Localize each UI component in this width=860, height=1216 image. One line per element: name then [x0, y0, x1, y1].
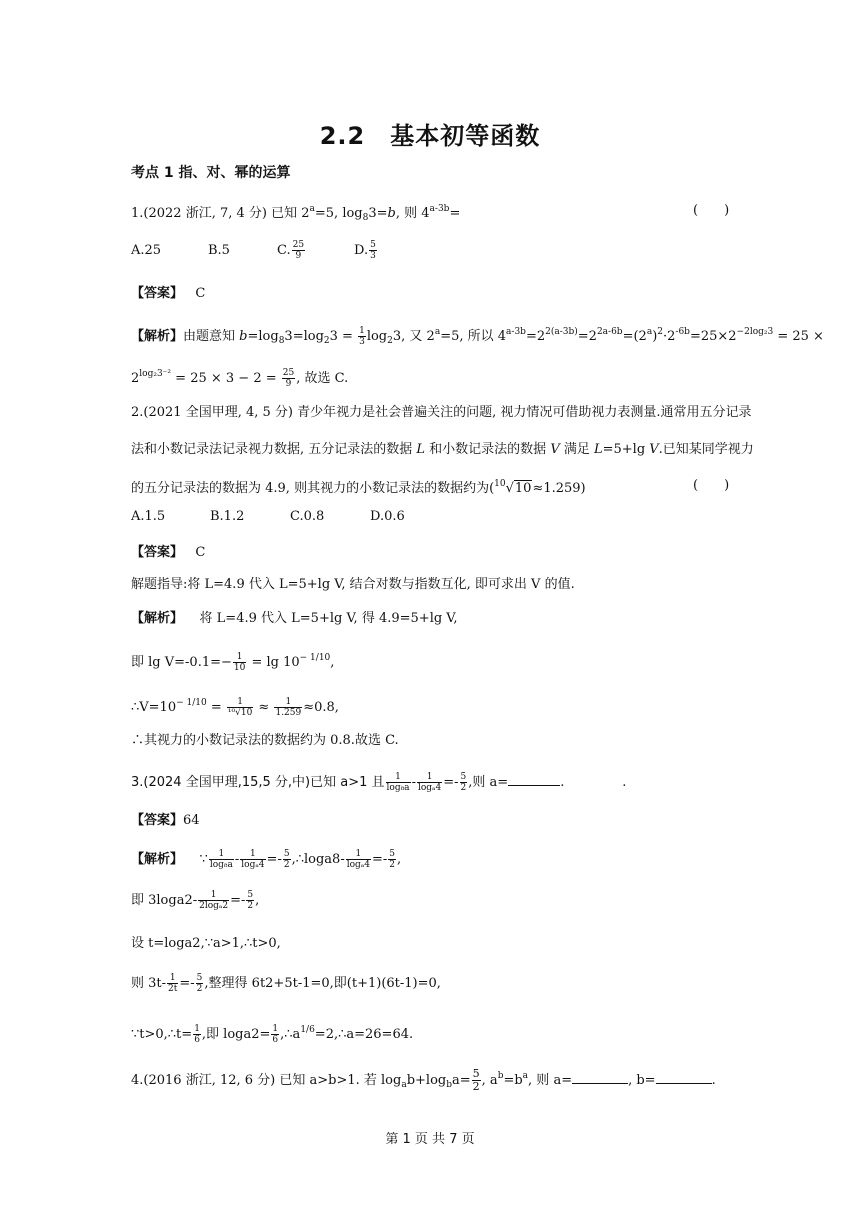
option-b: B.1.2 — [210, 509, 245, 524]
question-1-analysis-line-1: 【解析】由题意知 $b=\log_83=\log_23$ = $\frac{1}{3}$ $\log_23$, 又 $2^a=5$, 所以 $4^{a-3b}=2^{2(a-3b)}=2^{2a-6b}=(2^a)^2\cdot 2^{-6b}=25\times 2^{-2log_23} = 25$ × — [131, 326, 824, 347]
question-3-stem: 3.(2024 全国甲理,15,5 分,中)已知 a>1 且 $\frac{1}{\text{log₈a}}$ - $\frac{1}{\text{logₐ4}}$ =- $\frac{5}{2}$ ,则 a= . . — [131, 772, 627, 793]
answer-blank[interactable] — [508, 773, 560, 786]
question-1-analysis-line-2: $2^{log_23^{-2}} = 25 \times 3 - 2$ = $\frac{25}{9}$ , 故选 C. — [131, 368, 349, 389]
option-b: B.5 — [208, 243, 230, 258]
question-4-stem: 4.(2016 浙江, 12, 6 分) 已知 a>b>1. 若 $\log_ab+\log_ba=$ $\frac{5}{2}$ , $a^b=b^a$, 则 a= , b= . — [131, 1067, 716, 1093]
page-title: 2.2 基本初等函数 — [319, 122, 541, 150]
option-d: D. $\frac{5}{3}$ — [354, 240, 376, 261]
question-2-hint: 解题指导:将 L=4.9 代入 L=5+lg V, 结合对数与指数互化, 即可求出 V 的值. — [131, 577, 575, 592]
option-a: A.25 — [131, 243, 162, 258]
question-2-analysis-line-3: $\therefore V=10^{- 1/10}$ = $\frac{1}{\text{¹⁰√10}}$ ≈ $\frac{1}{1.259}$ ≈0.8, — [131, 697, 339, 718]
question-3-analysis-line-2: 即 3loga2- $\frac{1}{\text{2logₐ2}}$ =- $\frac{5}{2}$ , — [131, 890, 260, 911]
question-3-analysis-line-5: ∵t>0,∴t= $\frac{1}{6}$ ,即 loga2= $\frac{1}{6}$ $,\therefore a^{1/6}=2,\therefore a=26=64$. — [131, 1024, 414, 1045]
question-2-analysis-line-4: ∴其视力的小数记录法的数据约为 0.8.故选 C. — [131, 733, 399, 748]
question-2-stem-line-1: 2.(2021 全国甲理, 4, 5 分) 青少年视力是社会普遍关注的问题, 视力情况可借助视力表测量.通常用五分记录 — [131, 405, 752, 420]
answer-blank-b[interactable] — [656, 1071, 712, 1084]
question-2-answer: 【答案】 C — [131, 545, 206, 560]
question-3-analysis-line-1: 【解析】 ∵ $\frac{1}{\text{log₈a}}$ - $\frac{1}{\text{logₐ4}}$ =- $\frac{5}{2}$ ,∴loga8- $\frac{1}{\text{logₐ4}}$ =- $\frac{5}{2}$ , — [131, 849, 402, 870]
question-3-analysis-line-3: 设 t=loga2,∵a>1,∴t>0, — [131, 936, 281, 951]
question-3-answer: 【答案】64 — [131, 813, 200, 828]
question-2-stem-line-3: 的五分记录法的数据为 4.9, 则其视力的小数记录法的数据约为($^{10}$√10≈1.259) — [131, 479, 586, 496]
page-footer: 第 1 页 共 7 页 — [385, 1132, 475, 1147]
answer-blank-a[interactable] — [572, 1071, 628, 1084]
question-2-analysis-line-1: 【解析】 将 L=4.9 代入 L=5+lg V, 得 4.9=5+lg V, — [131, 611, 458, 626]
question-2-stem-line-2: 法和小数记录法记录视力数据, 五分记录法的数据 L 和小数记录法的数据 V 满足 L=5+lg V.已知某同学视力 — [131, 442, 754, 457]
option-c: C.0.8 — [290, 509, 325, 524]
option-d: D.0.6 — [370, 509, 405, 524]
section-heading: 考点 1 指、对、幂的运算 — [131, 165, 291, 181]
question-1-stem: 1.(2022 浙江, 7, 4 分) 已知 $2^a=5$, $\log_83=b$, 则 $4^{a-3b}=$ — [131, 204, 461, 223]
question-1-answer: 【答案】 C — [131, 286, 206, 301]
question-2-analysis-line-2: 即 lg V=-0.1=− $\frac{1}{10}$ = $\lg 10^{- 1/10}$, — [131, 652, 335, 673]
question-1-bracket: ( ) — [693, 203, 730, 218]
option-c: C. $\frac{25}{9}$ — [277, 240, 305, 261]
option-a: A.1.5 — [131, 509, 166, 524]
question-3-analysis-line-4: 则 3t- $\frac{1}{2t}$ =- $\frac{5}{2}$ ,整理得 6t2+5t-1=0,即(t+1)(6t-1)=0, — [131, 973, 441, 994]
question-2-bracket: ( ) — [693, 478, 730, 493]
